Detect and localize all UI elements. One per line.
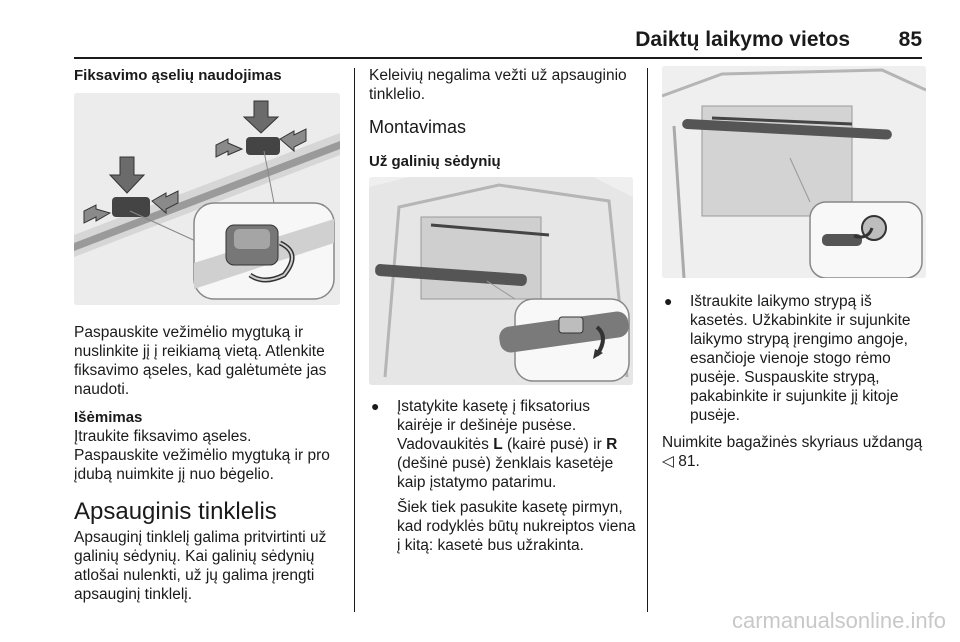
column-1 [74, 66, 342, 604]
safety-net-text: Apsauginį tinklelį galima pritvirtinti už galinių sėdynių. Kai galinių sėdynių atlošai nulenkti, už jų galima įrengti apsauginį tinklelį. [74, 529, 327, 603]
bullet-install-text: Įstatykite kasetę į fiksatorius kairėje ir dešinėje pusėse. Vadovaukitės L (kairė pusė) ir R (dešinė pusė) ženklais kasetėje kaip įstatymo patarimu. [397, 398, 618, 491]
page-number: 85 [898, 28, 922, 51]
column-divider-2 [647, 68, 648, 612]
header-rule [74, 57, 922, 59]
figure-cassette-installation [369, 177, 633, 385]
watermark: carmanualsonline.info [731, 608, 946, 633]
bullet-icon: ● [371, 398, 380, 414]
passengers-warning: Keleivių negalima vežti už apsauginio tinklelio. [369, 67, 627, 103]
section-heading-safety-net: Apsauginis tinklelis [74, 498, 277, 525]
page-reference-icon: ◁ [662, 453, 674, 470]
behind-seats-subheading: Už galinių sėdynių [369, 153, 501, 170]
header-title: Daiktų laikymo vietos [635, 28, 850, 51]
paragraph-push-button: Paspauskite vežimėlio mygtuką ir nuslinkite jį į reikiamą vietą. Atlenkite fiksavimo ąseles, kad galėtumėte jas naudoti. [74, 324, 327, 398]
removal-heading: Išėmimas [74, 409, 143, 426]
removal-text-1: Įtraukite fiksavimo ąseles. [74, 428, 252, 445]
bullet-install-cassette [369, 397, 637, 555]
section-heading-eyelets: Fiksavimo ąselių naudojimas [74, 67, 282, 84]
remove-cover-text: Nuimkite bagažinės skyriaus uždangą ◁ 81. [662, 434, 923, 470]
column-divider-1 [354, 68, 355, 612]
figure-retaining-rod [662, 66, 926, 278]
bullet-pull-rod-text: Ištraukite laikymo strypą iš kasetės. Užkabinkite ir sujunkite laikymo strypą įrengimo angoje, esančioje vienoje stogo rėmo pusėje. Suspauskite strypą, pakabinkite ir sujunkite jį kitoje pusėje. [690, 293, 911, 424]
installation-heading: Montavimas [369, 117, 467, 137]
bullet-rotate-text: Šiek tiek pasukite kasetę pirmyn, kad rodyklės būtų nukreiptos viena į kitą: kasetė bus užrakinta. [397, 499, 636, 554]
figure-eyelets [74, 93, 340, 305]
column-3 [662, 66, 926, 471]
removal-text-2: Paspauskite vežimėlio mygtuką ir pro įdubą nuimkite jį nuo bėgelio. [74, 447, 330, 483]
bullet-pull-rod [662, 292, 926, 425]
bullet-icon: ● [664, 293, 673, 309]
column-2 [369, 66, 637, 555]
